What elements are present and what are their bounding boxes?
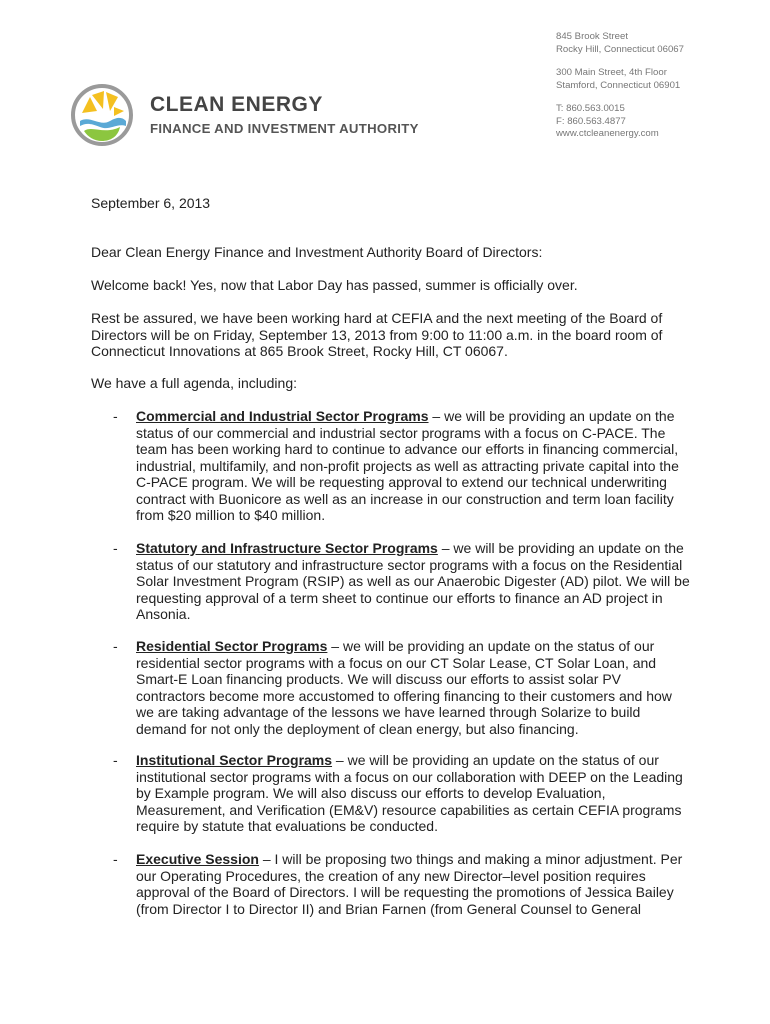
bullet: - [113, 752, 118, 768]
salutation-text: Dear Clean Energy Finance and Investment Authority Board of Directors: [91, 244, 543, 260]
bullet: - [113, 540, 118, 556]
agenda-item-body [136, 638, 691, 737]
bullet: - [113, 638, 118, 654]
bullet: - [113, 851, 118, 867]
address-line: Rocky Hill, Connecticut 06067 [556, 43, 684, 55]
paragraph-text: Welcome back! Yes, now that Labor Day has passed, summer is officially over. [91, 277, 578, 293]
agenda-item-title: Commercial and Industrial Sector Programs [136, 408, 429, 424]
agenda-item-title: Statutory and Infrastructure Sector Programs [136, 540, 438, 556]
agenda-item-text: – I will be proposing two things and making a minor adjustment. Per our Operating Procedures, the creation of any new Director–level position requires approval of the Board of Directors. I will be requesting the promotions of Jessica Bailey (from Director I to Director II) and Brian Farnen (from General Counsel to General [136, 851, 683, 917]
org-name-line1: CLEAN ENERGY [150, 93, 323, 116]
letter-date [91, 195, 691, 212]
agenda-item-title: Executive Session [136, 851, 259, 867]
cefia-logo-icon [70, 83, 134, 147]
agenda-item-text: – we will be providing an update on the status of our residential sector programs with a focus on our CT Solar Lease, CT Solar Loan, and Smart-E Loan financing products. We will discuss our efforts to assist solar PV contractors become more accustomed to offering financing to their customers and how we are taking advantage of the lessons we have learned through Solarize to build demand for not only the deployment of clean energy, but also financing. [136, 638, 672, 737]
contact-block [556, 103, 659, 141]
org-name-line2: FINANCE AND INVESTMENT AUTHORITY [150, 121, 419, 136]
agenda-item-body [136, 540, 691, 623]
address-line: 300 Main Street, 4th Floor [556, 67, 667, 78]
agenda-item-text: – we will be providing an update on the status of our statutory and infrastructure sector programs with a focus on the Residential Solar Investment Program (RSIP) as well as our Anaerobic Digester (AD) pilot. We will be requesting approval of a term sheet to continue our efforts to finance an AD project in Ansonia. [136, 540, 690, 622]
fax: F: 860.563.4877 [556, 115, 626, 127]
agenda-item-body [136, 408, 691, 524]
agenda-item-title: Residential Sector Programs [136, 638, 328, 654]
agenda-item-body [136, 851, 691, 917]
paragraph-3 [91, 375, 691, 392]
address-block-rocky-hill [556, 31, 684, 56]
address-line: 845 Brook Street [556, 31, 628, 42]
agenda-item-text: – we will be providing an update on the status of our commercial and industrial sector programs with a focus on C-PACE. The team has been working hard to continue to advance our efforts in financing commercial, industrial, multifamily, and non-profit projects as well as attracting private capital into the C-PACE program. We will be requesting approval to extend our technical underwriting contract with Buonicore as well as an increase in our construction and term loan facility from $20 million to $40 million. [136, 408, 679, 523]
address-block-stamford [556, 67, 680, 92]
paragraph-text: Rest be assured, we have been working hard at CEFIA and the next meeting of the Board of Directors will be on Friday, September 13, 2013 from 9:00 to 11:00 a.m. in the board room of Connecticut Innovations at 865 Brook Street, Rocky Hill, CT 06067. [91, 310, 663, 359]
paragraph-1 [91, 277, 691, 294]
paragraph-2 [91, 310, 691, 360]
paragraph-text: We have a full agenda, including: [91, 375, 297, 391]
phone: T: 860.563.0015 [556, 103, 625, 114]
address-line: Stamford, Connecticut 06901 [556, 79, 681, 91]
date-text: September 6, 2013 [91, 195, 211, 211]
bullet: - [113, 408, 118, 424]
agenda-item-title: Institutional Sector Programs [136, 752, 333, 768]
agenda-item-body [136, 752, 691, 835]
agenda-item-text: – we will be providing an update on the status of our institutional sector programs with a focus on our collaboration with DEEP on the Leading by Example program. We will also discuss our efforts to develop Evaluation, Measurement, and Verification (EM&V) resource capabilities as certain CEFIA programs require by statute that evaluations be conducted. [136, 752, 683, 834]
website-link[interactable]: www.ctcleanenergy.com [556, 128, 659, 139]
salutation [91, 244, 691, 261]
